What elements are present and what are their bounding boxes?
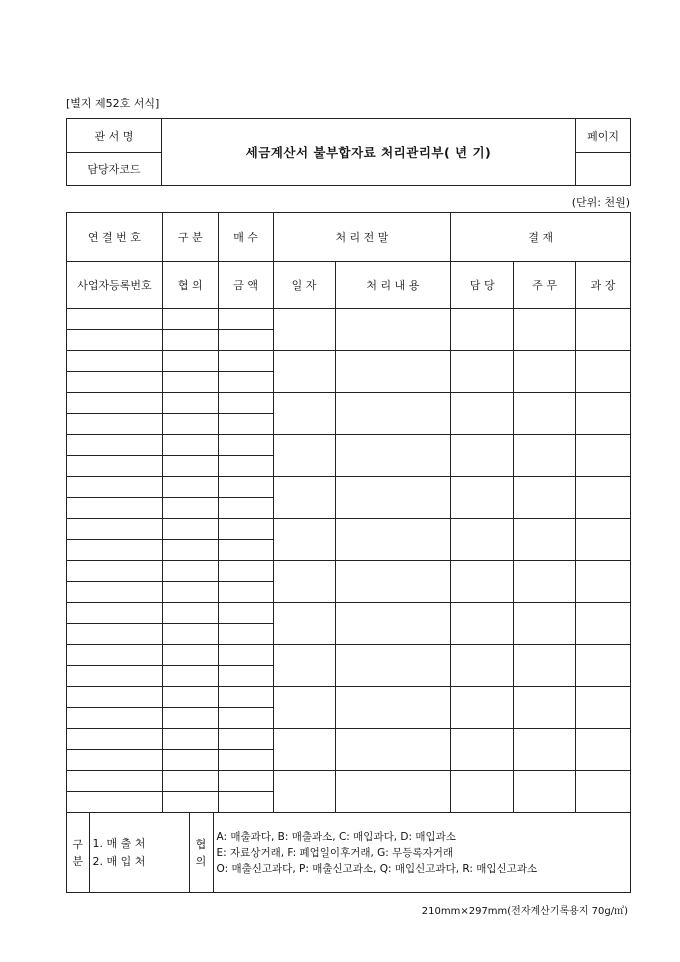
table-body bbox=[67, 309, 631, 813]
paper-spec-footnote: 210mm×297mm(전자계산기록용지 70g/㎡) bbox=[421, 906, 628, 917]
date-cell[interactable] bbox=[273, 645, 335, 687]
category-cell[interactable] bbox=[162, 708, 218, 729]
page-number-cell[interactable] bbox=[576, 153, 631, 186]
date-cell[interactable] bbox=[273, 351, 335, 393]
content-cell[interactable] bbox=[335, 309, 451, 351]
chief-sign-cell[interactable] bbox=[514, 603, 576, 645]
count-cell[interactable] bbox=[218, 624, 273, 645]
link-no-cell[interactable] bbox=[67, 645, 163, 666]
link-no-cell[interactable] bbox=[67, 729, 163, 750]
table-row bbox=[67, 393, 631, 414]
category-cell[interactable] bbox=[162, 603, 218, 624]
legend-code-line: A: 매출과다, B: 매출과소, C: 매입과다, D: 매입과소 bbox=[216, 830, 456, 843]
count-cell[interactable] bbox=[218, 666, 273, 687]
legend-code-line: E: 자료상거래, F: 폐업일이후거래, G: 무등록자거래 bbox=[216, 846, 454, 859]
category-cell[interactable] bbox=[162, 771, 218, 792]
count-cell[interactable] bbox=[218, 456, 273, 477]
document-title: 세금계산서 불부합자료 처리관리부( 년 기) bbox=[161, 119, 575, 186]
date-cell[interactable] bbox=[273, 519, 335, 561]
chief-sign-cell[interactable] bbox=[514, 561, 576, 603]
count-cell[interactable] bbox=[218, 603, 273, 624]
link-no-cell[interactable] bbox=[67, 456, 163, 477]
category-cell[interactable] bbox=[162, 330, 218, 351]
date-cell[interactable] bbox=[273, 477, 335, 519]
legend-codes bbox=[213, 813, 630, 892]
date-cell[interactable] bbox=[273, 771, 335, 813]
link-no-cell[interactable] bbox=[67, 309, 163, 330]
count-cell[interactable] bbox=[218, 477, 273, 498]
content-cell[interactable] bbox=[335, 477, 451, 519]
staff-sign-cell[interactable] bbox=[451, 561, 514, 603]
manager-sign-cell[interactable] bbox=[576, 603, 631, 645]
count-cell[interactable] bbox=[218, 771, 273, 792]
category-cell[interactable] bbox=[162, 435, 218, 456]
col-count: 매 수 bbox=[218, 213, 273, 262]
count-cell[interactable] bbox=[218, 687, 273, 708]
date-cell[interactable] bbox=[273, 603, 335, 645]
chief-sign-cell[interactable] bbox=[514, 351, 576, 393]
chief-sign-cell[interactable] bbox=[514, 687, 576, 729]
manager-sign-cell[interactable] bbox=[576, 561, 631, 603]
staff-sign-cell[interactable] bbox=[451, 603, 514, 645]
staff-sign-cell[interactable] bbox=[451, 435, 514, 477]
count-cell[interactable] bbox=[218, 372, 273, 393]
count-cell[interactable] bbox=[218, 330, 273, 351]
link-no-cell[interactable] bbox=[67, 477, 163, 498]
link-no-cell[interactable] bbox=[67, 330, 163, 351]
count-cell[interactable] bbox=[218, 414, 273, 435]
link-no-cell[interactable] bbox=[67, 624, 163, 645]
col-link-no: 연 결 번 호 bbox=[67, 213, 163, 262]
content-cell[interactable] bbox=[335, 687, 451, 729]
staff-sign-cell[interactable] bbox=[451, 687, 514, 729]
link-no-cell[interactable] bbox=[67, 708, 163, 729]
link-no-cell[interactable] bbox=[67, 351, 163, 372]
link-no-cell[interactable] bbox=[67, 582, 163, 603]
category-cell[interactable] bbox=[162, 519, 218, 540]
legend-category-item: 2. 매 입 처 bbox=[92, 854, 146, 868]
legend-consult-label: 협 의 bbox=[189, 813, 213, 892]
link-no-cell[interactable] bbox=[67, 372, 163, 393]
staff-sign-cell[interactable] bbox=[451, 351, 514, 393]
staff-sign-cell[interactable] bbox=[451, 309, 514, 351]
count-cell[interactable] bbox=[218, 435, 273, 456]
date-cell[interactable] bbox=[273, 687, 335, 729]
col-biz-reg-no: 사업자등록번호 bbox=[67, 262, 163, 309]
category-cell[interactable] bbox=[162, 645, 218, 666]
table-row bbox=[67, 309, 631, 330]
category-cell[interactable] bbox=[162, 729, 218, 750]
category-cell[interactable] bbox=[162, 414, 218, 435]
legend-cell bbox=[67, 813, 631, 893]
table-row bbox=[67, 561, 631, 582]
chief-sign-cell[interactable] bbox=[514, 645, 576, 687]
col-category: 구 분 bbox=[162, 213, 218, 262]
unit-note: (단위: 천원) bbox=[571, 196, 630, 209]
content-cell[interactable] bbox=[335, 435, 451, 477]
chief-sign-cell[interactable] bbox=[514, 309, 576, 351]
count-cell[interactable] bbox=[218, 750, 273, 771]
manager-sign-cell[interactable] bbox=[576, 687, 631, 729]
category-cell[interactable] bbox=[162, 666, 218, 687]
category-cell[interactable] bbox=[162, 750, 218, 771]
form-label: [별지 제52호 서식] bbox=[66, 97, 160, 110]
col-staff: 담 당 bbox=[451, 262, 514, 309]
chief-sign-cell[interactable] bbox=[514, 771, 576, 813]
table-row bbox=[67, 519, 631, 540]
content-cell[interactable] bbox=[335, 519, 451, 561]
content-cell[interactable] bbox=[335, 603, 451, 645]
link-no-cell[interactable] bbox=[67, 666, 163, 687]
manager-sign-cell[interactable] bbox=[576, 645, 631, 687]
date-cell[interactable] bbox=[273, 393, 335, 435]
chief-sign-cell[interactable] bbox=[514, 435, 576, 477]
link-no-cell[interactable] bbox=[67, 414, 163, 435]
category-cell[interactable] bbox=[162, 561, 218, 582]
category-cell[interactable] bbox=[162, 792, 218, 813]
content-cell[interactable] bbox=[335, 393, 451, 435]
manager-sign-cell[interactable] bbox=[576, 519, 631, 561]
category-cell[interactable] bbox=[162, 498, 218, 519]
count-cell[interactable] bbox=[218, 540, 273, 561]
content-cell[interactable] bbox=[335, 561, 451, 603]
count-cell[interactable] bbox=[218, 561, 273, 582]
table-row bbox=[67, 771, 631, 792]
count-cell[interactable] bbox=[218, 708, 273, 729]
col-content: 처 리 내 용 bbox=[335, 262, 451, 309]
chief-sign-cell[interactable] bbox=[514, 519, 576, 561]
content-cell[interactable] bbox=[335, 645, 451, 687]
link-no-cell[interactable] bbox=[67, 687, 163, 708]
staff-sign-cell[interactable] bbox=[451, 393, 514, 435]
officer-code-label: 담당자코드 bbox=[67, 153, 162, 186]
manager-sign-cell[interactable] bbox=[576, 729, 631, 771]
date-cell[interactable] bbox=[273, 729, 335, 771]
count-cell[interactable] bbox=[218, 498, 273, 519]
content-cell[interactable] bbox=[335, 771, 451, 813]
manager-sign-cell[interactable] bbox=[576, 393, 631, 435]
staff-sign-cell[interactable] bbox=[451, 729, 514, 771]
count-cell[interactable] bbox=[218, 519, 273, 540]
link-no-cell[interactable] bbox=[67, 435, 163, 456]
col-chief: 주 무 bbox=[514, 262, 576, 309]
table-row bbox=[67, 603, 631, 624]
count-cell[interactable] bbox=[218, 645, 273, 666]
table-row bbox=[67, 687, 631, 708]
header-table bbox=[66, 118, 631, 186]
main-table bbox=[66, 212, 631, 893]
category-cell[interactable] bbox=[162, 582, 218, 603]
table-row bbox=[67, 351, 631, 372]
manager-sign-cell[interactable] bbox=[576, 351, 631, 393]
manager-sign-cell[interactable] bbox=[576, 771, 631, 813]
content-cell[interactable] bbox=[335, 729, 451, 771]
manager-sign-cell[interactable] bbox=[576, 477, 631, 519]
link-no-cell[interactable] bbox=[67, 498, 163, 519]
category-cell[interactable] bbox=[162, 393, 218, 414]
col-process: 처 리 전 말 bbox=[273, 213, 451, 262]
link-no-cell[interactable] bbox=[67, 771, 163, 792]
page-label: 페이지 bbox=[576, 119, 631, 153]
col-consult: 협 의 bbox=[162, 262, 218, 309]
count-cell[interactable] bbox=[218, 351, 273, 372]
table-row bbox=[67, 435, 631, 456]
col-approval: 결 재 bbox=[451, 213, 631, 262]
date-cell[interactable] bbox=[273, 435, 335, 477]
staff-sign-cell[interactable] bbox=[451, 519, 514, 561]
count-cell[interactable] bbox=[218, 309, 273, 330]
legend-category-item: 1. 매 출 처 bbox=[92, 836, 146, 850]
legend-category-label: 구 분 bbox=[67, 813, 89, 892]
link-no-cell[interactable] bbox=[67, 393, 163, 414]
count-cell[interactable] bbox=[218, 393, 273, 414]
link-no-cell[interactable] bbox=[67, 561, 163, 582]
link-no-cell[interactable] bbox=[67, 750, 163, 771]
legend-category-items bbox=[89, 813, 189, 892]
content-cell[interactable] bbox=[335, 351, 451, 393]
manager-sign-cell[interactable] bbox=[576, 309, 631, 351]
col-date: 일 자 bbox=[273, 262, 335, 309]
manager-sign-cell[interactable] bbox=[576, 435, 631, 477]
count-cell[interactable] bbox=[218, 729, 273, 750]
legend-table bbox=[67, 813, 630, 892]
date-cell[interactable] bbox=[273, 561, 335, 603]
staff-sign-cell[interactable] bbox=[451, 645, 514, 687]
chief-sign-cell[interactable] bbox=[514, 729, 576, 771]
col-manager: 과 장 bbox=[576, 262, 631, 309]
category-cell[interactable] bbox=[162, 372, 218, 393]
table-row bbox=[67, 477, 631, 498]
table-row bbox=[67, 729, 631, 750]
category-cell[interactable] bbox=[162, 477, 218, 498]
category-cell[interactable] bbox=[162, 540, 218, 561]
count-cell[interactable] bbox=[218, 792, 273, 813]
office-name-label: 관 서 명 bbox=[67, 119, 162, 153]
chief-sign-cell[interactable] bbox=[514, 477, 576, 519]
category-cell[interactable] bbox=[162, 351, 218, 372]
category-cell[interactable] bbox=[162, 624, 218, 645]
link-no-cell[interactable] bbox=[67, 540, 163, 561]
link-no-cell[interactable] bbox=[67, 519, 163, 540]
staff-sign-cell[interactable] bbox=[451, 771, 514, 813]
link-no-cell[interactable] bbox=[67, 792, 163, 813]
category-cell[interactable] bbox=[162, 309, 218, 330]
legend-code-line: O: 매출신고과다, P: 매출신고과소, Q: 매입신고과다, R: 매입신고과소 bbox=[216, 862, 538, 875]
col-amount: 금 액 bbox=[218, 262, 273, 309]
date-cell[interactable] bbox=[273, 309, 335, 351]
category-cell[interactable] bbox=[162, 687, 218, 708]
link-no-cell[interactable] bbox=[67, 603, 163, 624]
category-cell[interactable] bbox=[162, 456, 218, 477]
chief-sign-cell[interactable] bbox=[514, 393, 576, 435]
count-cell[interactable] bbox=[218, 582, 273, 603]
staff-sign-cell[interactable] bbox=[451, 477, 514, 519]
table-row bbox=[67, 645, 631, 666]
